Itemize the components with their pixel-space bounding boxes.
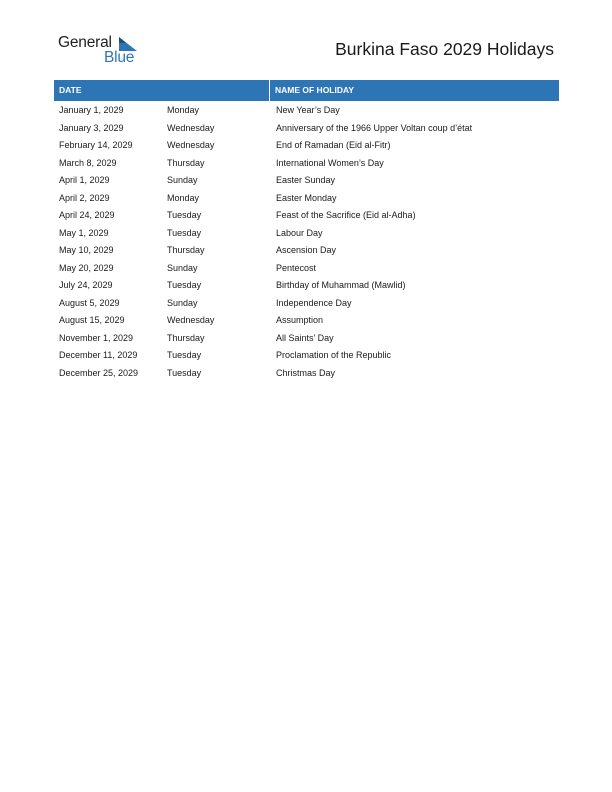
holiday-name: Labour Day (276, 227, 323, 238)
holiday-weekday: Sunday (167, 175, 198, 185)
holiday-weekday: Wednesday (167, 140, 215, 150)
holiday-date: April 24, 2029 (59, 210, 115, 220)
holiday-name: All Saints’ Day (276, 332, 334, 343)
generalblue-logo (58, 34, 148, 70)
column-header-date: DATE (54, 80, 270, 101)
holiday-weekday: Thursday (167, 332, 205, 343)
holiday-name: Assumption (276, 315, 324, 325)
logo-text-general: General (58, 34, 112, 51)
holiday-name: Easter Sunday (276, 175, 336, 185)
logo-text-blue: Blue (104, 49, 135, 66)
table-row (54, 120, 559, 138)
holiday-name: Pentecost (276, 262, 317, 273)
table-row (54, 207, 559, 225)
holiday-name: International Women’s Day (276, 157, 384, 168)
table-row (54, 295, 559, 313)
holiday-date: December 25, 2029 (59, 367, 139, 378)
holiday-name: End of Ramadan (Eid al-Fitr) (276, 140, 391, 150)
holiday-date: May 20, 2029 (59, 262, 114, 273)
table-row (54, 172, 559, 190)
holiday-table (54, 80, 559, 382)
table-row (54, 260, 559, 278)
holiday-name: Ascension Day (276, 245, 337, 255)
holiday-date: March 8, 2029 (59, 157, 117, 168)
table-row (54, 347, 559, 365)
holiday-name: New Year’s Day (276, 105, 340, 115)
table-row (54, 242, 559, 260)
holiday-name: Proclamation of the Republic (276, 350, 392, 360)
table-row (54, 137, 559, 155)
table-header (54, 80, 559, 101)
holiday-weekday: Wednesday (167, 315, 215, 325)
holiday-date: April 2, 2029 (59, 192, 110, 203)
holiday-name: Independence Day (276, 297, 352, 308)
holiday-weekday: Tuesday (167, 210, 202, 220)
holiday-name: Easter Monday (276, 192, 337, 203)
holiday-date: August 5, 2029 (59, 297, 120, 308)
holiday-date: February 14, 2029 (59, 140, 133, 150)
holiday-date: January 3, 2029 (59, 122, 124, 133)
holiday-weekday: Thursday (167, 245, 205, 255)
holiday-date: January 1, 2029 (59, 105, 124, 115)
holiday-weekday: Sunday (167, 297, 198, 308)
table-row (54, 365, 559, 383)
holiday-weekday: Sunday (167, 262, 198, 273)
holiday-weekday: Tuesday (167, 367, 202, 378)
holiday-date: November 1, 2029 (59, 332, 134, 343)
table-row (54, 102, 559, 120)
table-row (54, 225, 559, 243)
column-header-holiday-name: NAME OF HOLIDAY (275, 85, 355, 95)
holiday-date: July 24, 2029 (59, 280, 113, 290)
table-row (54, 312, 559, 330)
table-row (54, 277, 559, 295)
holiday-date: August 15, 2029 (59, 315, 125, 325)
holiday-weekday: Thursday (167, 157, 205, 168)
holiday-weekday: Tuesday (167, 350, 202, 360)
holiday-name: Christmas Day (276, 367, 336, 378)
holiday-name: Birthday of Muhammad (Mawlid) (276, 280, 406, 290)
holiday-date: May 1, 2029 (59, 227, 109, 238)
table-row (54, 190, 559, 208)
holiday-weekday: Wednesday (167, 122, 215, 133)
table-row (54, 330, 559, 348)
holiday-weekday: Monday (167, 105, 200, 115)
holiday-name: Anniversary of the 1966 Upper Voltan coup d’état (276, 122, 473, 133)
holiday-date: May 10, 2029 (59, 245, 114, 255)
holiday-weekday: Tuesday (167, 227, 202, 238)
holiday-date: December 11, 2029 (59, 350, 138, 360)
holiday-weekday: Monday (167, 192, 200, 203)
table-body (54, 102, 559, 382)
table-row (54, 155, 559, 173)
page-title: Burkina Faso 2029 Holidays (335, 39, 554, 59)
holiday-weekday: Tuesday (167, 280, 202, 290)
holiday-name: Feast of the Sacrifice (Eid al-Adha) (276, 210, 416, 220)
holiday-date: April 1, 2029 (59, 175, 110, 185)
